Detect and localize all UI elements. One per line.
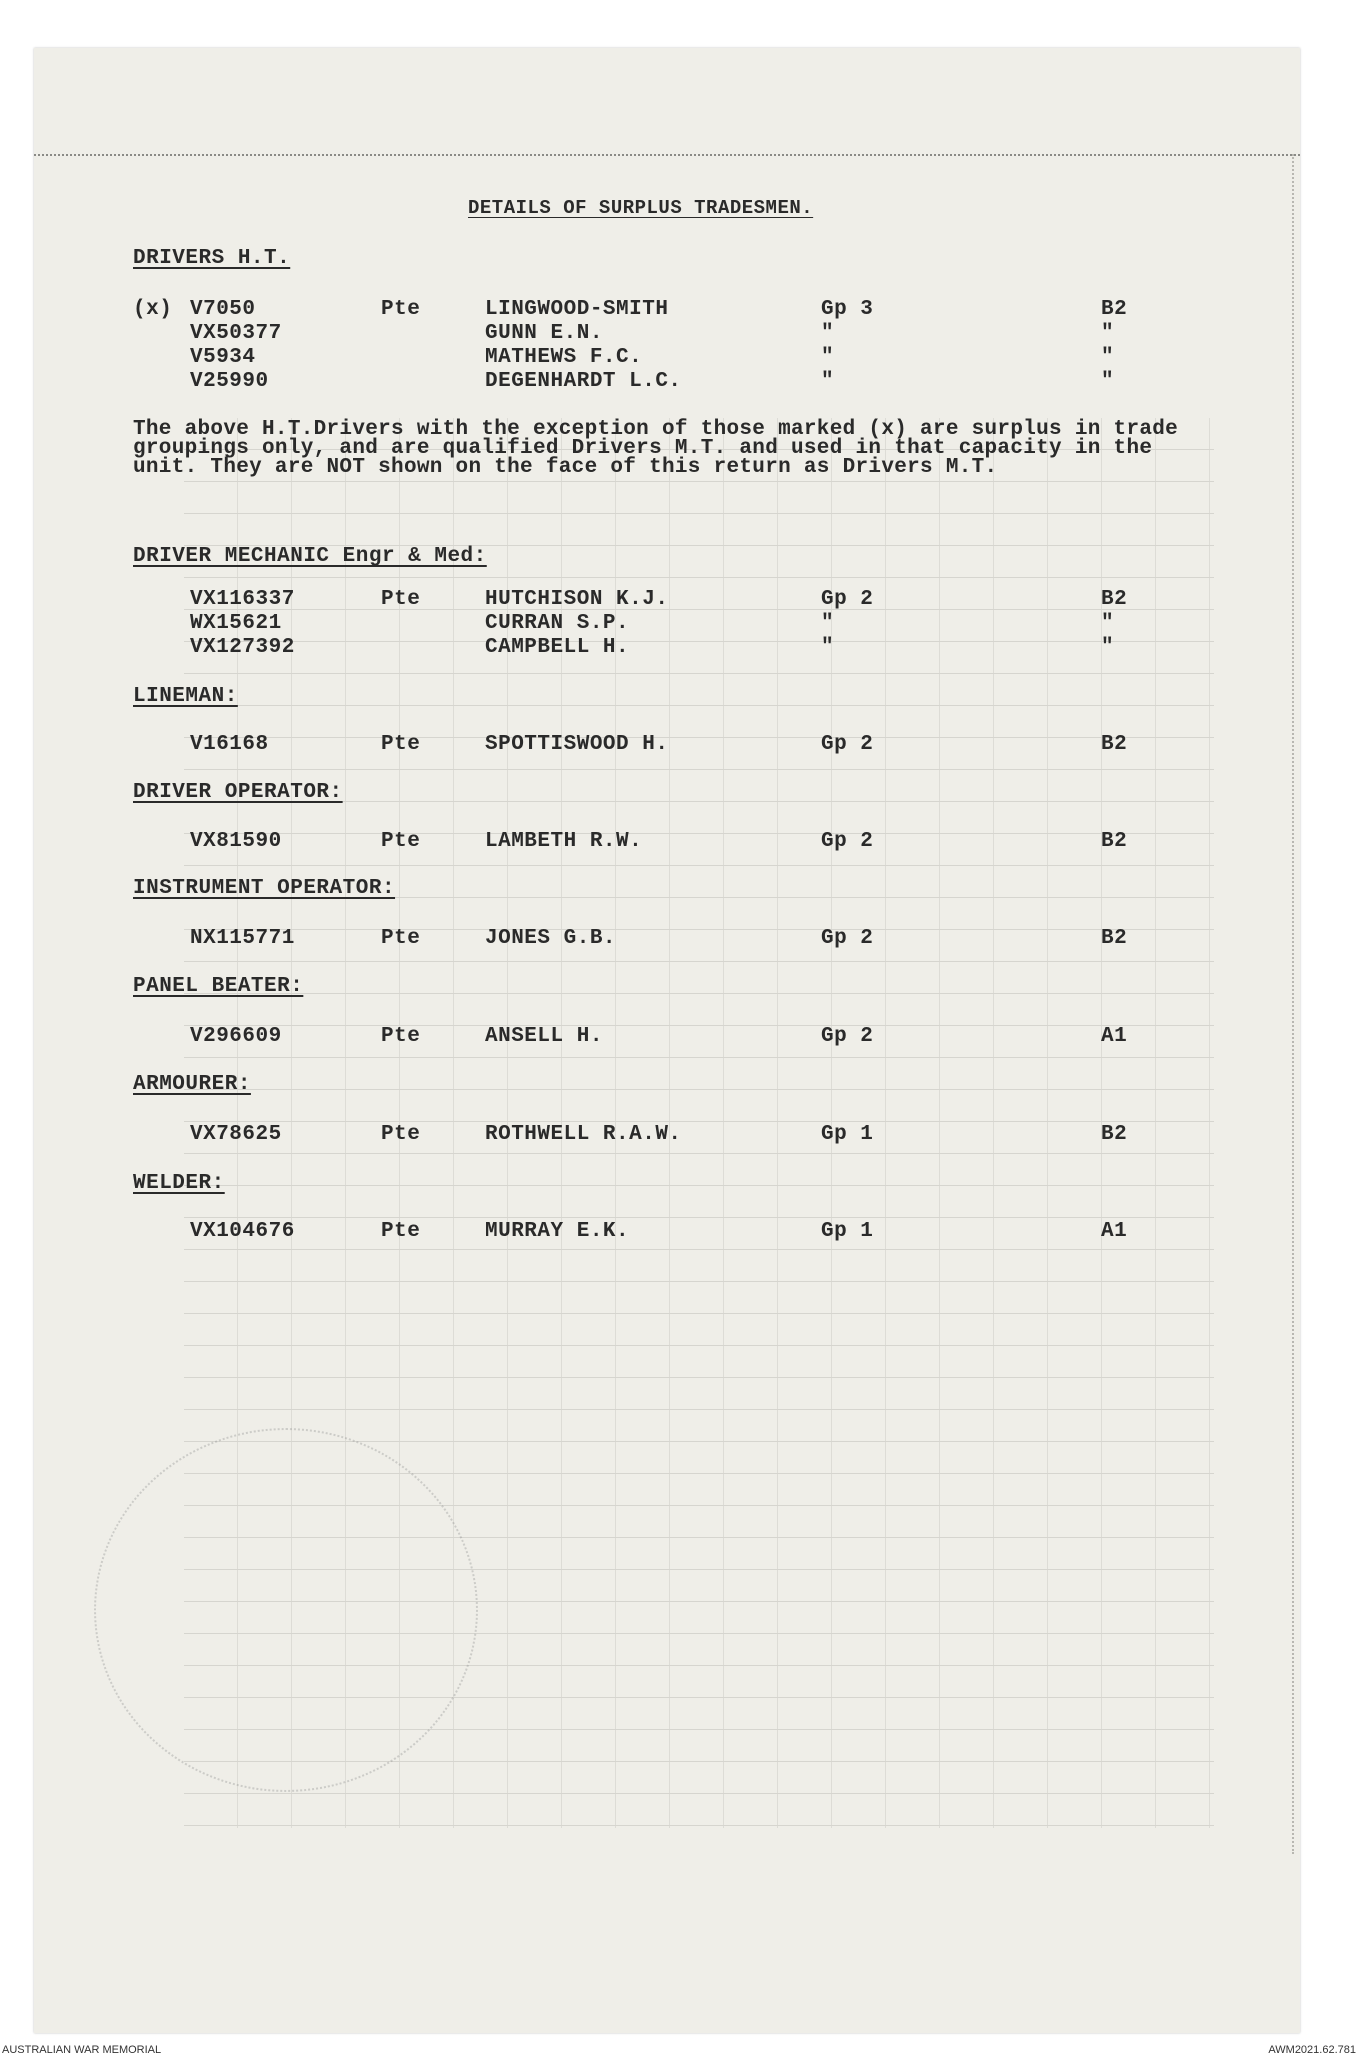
drivers-ht-note: The above H.T.Drivers with the exception of those marked (x) are surplus in trade groupings only, and are qualified Drivers M.T. and used in that capacity in the unit. They are NOT shown on the face of this return as Drivers M.T. (133, 418, 1179, 479)
page-title: DETAILS OF SURPLUS TRADESMEN. (468, 197, 814, 219)
medical-class: B2 (1101, 1123, 1128, 1146)
trade-group: Gp 2 (821, 830, 874, 853)
rank: Pte (381, 1025, 421, 1048)
section-heading-panel-beater: PANEL BEATER: (133, 975, 304, 998)
rank: Pte (381, 733, 421, 756)
medical-class: B2 (1101, 927, 1128, 950)
perforation-edge (1290, 154, 1294, 1854)
section-heading-armourer: ARMOURER: (133, 1073, 251, 1096)
medical-class: " (1101, 322, 1115, 345)
service-number: VX78625 (190, 1123, 282, 1146)
service-number: VX81590 (190, 830, 282, 853)
service-number: V25990 (190, 370, 269, 393)
rank: Pte (381, 927, 421, 950)
service-number: V5934 (190, 346, 256, 369)
trade-group: Gp 2 (821, 733, 874, 756)
service-number: V296609 (190, 1025, 282, 1048)
archive-accession-number: AWM2021.62.781 (1268, 2044, 1356, 2056)
service-number: WX15621 (190, 612, 282, 635)
rank: Pte (381, 588, 421, 611)
trade-group: Gp 2 (821, 1025, 874, 1048)
section-heading-instrument-operator: INSTRUMENT OPERATOR: (133, 877, 396, 900)
rank: Pte (381, 1123, 421, 1146)
section-heading-driver-operator: DRIVER OPERATOR: (133, 781, 343, 804)
trade-group: Gp 1 (821, 1220, 874, 1243)
soldier-name: CAMPBELL H. (485, 636, 630, 659)
soldier-name: MATHEWS F.C. (485, 346, 643, 369)
medical-class: B2 (1101, 298, 1128, 321)
soldier-name: DEGENHARDT L.C. (485, 370, 682, 393)
medical-class: B2 (1101, 588, 1128, 611)
soldier-name: LINGWOOD-SMITH (485, 298, 669, 321)
faint-stamp-mark (94, 1428, 478, 1792)
medical-class: " (1101, 612, 1115, 635)
row-mark: (x) (133, 298, 173, 321)
trade-group: Gp 3 (821, 298, 874, 321)
trade-group: " (821, 612, 835, 635)
section-heading-drivers-ht: DRIVERS H.T. (133, 247, 291, 270)
perforation-line (34, 154, 1300, 156)
service-number: VX50377 (190, 322, 282, 345)
rank: Pte (381, 830, 421, 853)
trade-group: " (821, 370, 835, 393)
soldier-name: SPOTTISWOOD H. (485, 733, 669, 756)
service-number: NX115771 (190, 927, 295, 950)
soldier-name: JONES G.B. (485, 927, 617, 950)
medical-class: " (1101, 636, 1115, 659)
service-number: V16168 (190, 733, 269, 756)
rank: Pte (381, 298, 421, 321)
soldier-name: GUNN E.N. (485, 322, 603, 345)
section-heading-lineman: LINEMAN: (133, 685, 238, 708)
service-number: V7050 (190, 298, 256, 321)
soldier-name: LAMBETH R.W. (485, 830, 643, 853)
medical-class: B2 (1101, 733, 1128, 756)
rank: Pte (381, 1220, 421, 1243)
service-number: VX127392 (190, 636, 295, 659)
medical-class: B2 (1101, 830, 1128, 853)
trade-group: Gp 2 (821, 927, 874, 950)
trade-group: " (821, 346, 835, 369)
trade-group: Gp 1 (821, 1123, 874, 1146)
trade-group: Gp 2 (821, 588, 874, 611)
medical-class: A1 (1101, 1220, 1128, 1243)
service-number: VX116337 (190, 588, 295, 611)
archive-credit: AUSTRALIAN WAR MEMORIAL (2, 2044, 162, 2056)
soldier-name: CURRAN S.P. (485, 612, 630, 635)
soldier-name: HUTCHISON K.J. (485, 588, 669, 611)
trade-group: " (821, 322, 835, 345)
section-heading-driver-mechanic: DRIVER MECHANIC Engr & Med: (133, 545, 487, 568)
medical-class: " (1101, 346, 1115, 369)
trade-group: " (821, 636, 835, 659)
service-number: VX104676 (190, 1220, 295, 1243)
soldier-name: ROTHWELL R.A.W. (485, 1123, 682, 1146)
medical-class: A1 (1101, 1025, 1128, 1048)
soldier-name: ANSELL H. (485, 1025, 603, 1048)
soldier-name: MURRAY E.K. (485, 1220, 630, 1243)
medical-class: " (1101, 370, 1115, 393)
section-heading-welder: WELDER: (133, 1172, 225, 1195)
